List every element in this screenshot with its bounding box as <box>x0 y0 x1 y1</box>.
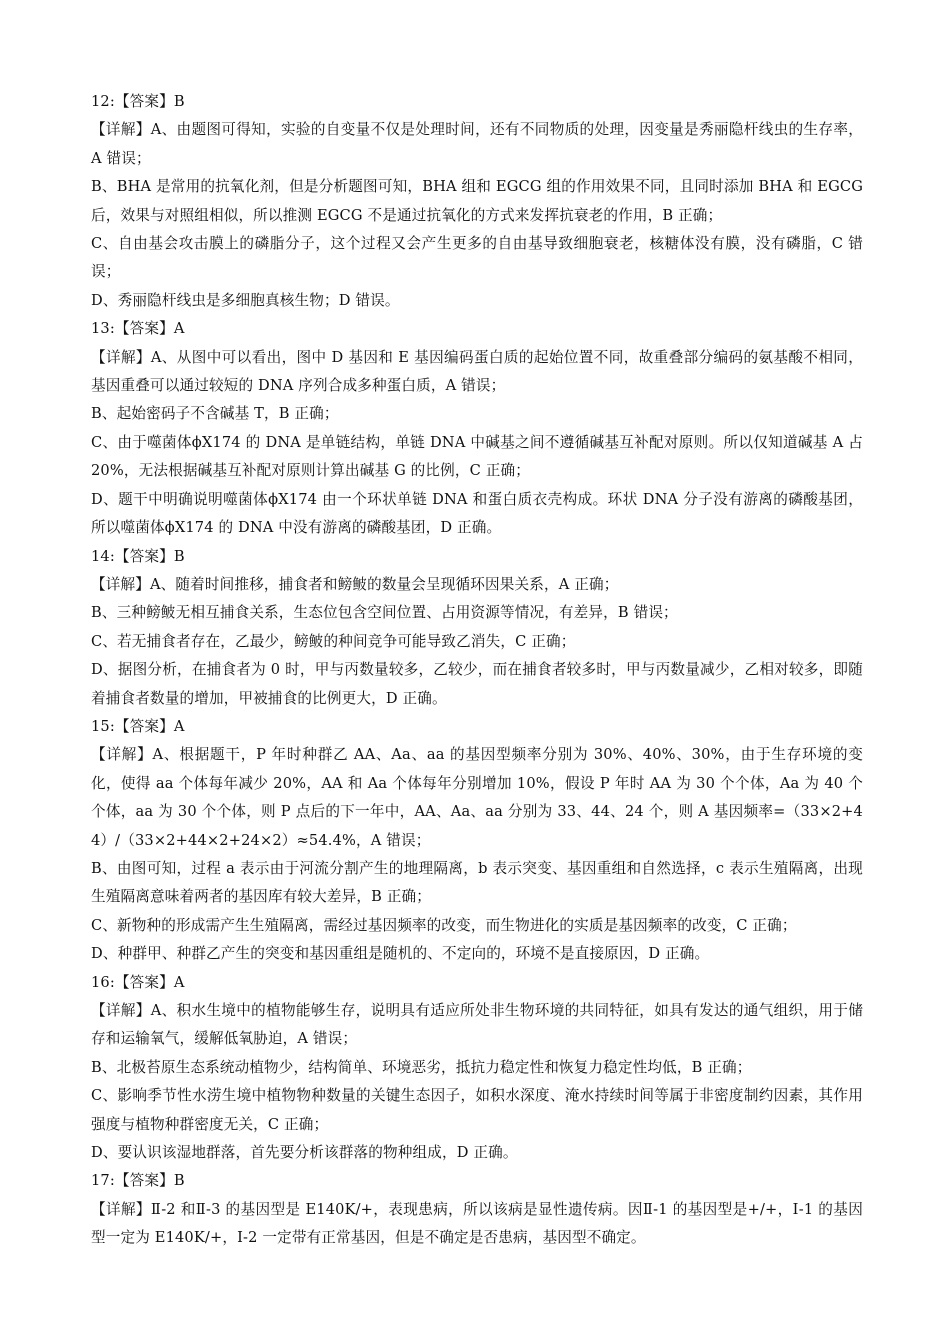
answer-document <box>91 88 868 1253</box>
q15-explanation-c: C、新物种的形成需产生生殖隔离，需经过基因频率的改变，而生物进化的实质是基因频率的改变，C 正确； <box>91 916 797 934</box>
q12-explanation-c: C、自由基会攻击膜上的磷脂分子，这个过程又会产生更多的自由基导致细胞衰老，核糖体没有膜，没有磷脂，C 错误； <box>91 235 863 281</box>
q14-explanation-b: B、三种鳑鲏无相互捕食关系，生态位包含空间位置、占用资源等情况，有差异，B 错误； <box>91 604 678 622</box>
q12-explanation-a: 【详解】A、由题图可得知，实验的自变量不仅是处理时间，还有不同物质的处理，因变量是秀丽隐杆线虫的生存率，A 错误； <box>91 121 863 167</box>
q13-explanation-a: 【详解】A、从图中可以看出，图中 D 基因和 E 基因编码蛋白质的起始位置不同，故重叠部分编码的氨基酸不相同，基因重叠可以通过较短的 DNA 序列合成多种蛋白质，A 错误； <box>91 348 863 395</box>
q14-answer-heading: 14:【答案】B <box>91 547 185 565</box>
q12-answer-heading: 12:【答案】B <box>91 93 185 110</box>
q12-explanation-d: D、秀丽隐杆线虫是多细胞真核生物；D 错误。 <box>91 291 400 309</box>
q14-explanation-a: 【详解】A、随着时间推移，捕食者和鳑鲏的数量会呈现循环因果关系，A 正确； <box>91 575 619 593</box>
q15-answer-heading: 15:【答案】A <box>91 717 185 735</box>
q12-explanation-b: B、BHA 是常用的抗氧化剂，但是分析题图可知，BHA 组和 EGCG 组的作用效果不同，且同时添加 BHA 和 EGCG 后，效果与对照组相似，所以推测 EGCG 不是通过抗氧化的方式来发挥抗衰老的作用，B 正确； <box>91 178 868 224</box>
q16-explanation-a: 【详解】A、积水生境中的植物能够生存，说明具有适应所处非生物环境的共同特征，如具有发达的通气组织，用于储存和运输氧气，缓解低氧胁迫，A 错误； <box>91 1002 863 1048</box>
q15-explanation-b: B、由图可知，过程 a 表示由于河流分割产生的地理隔离，b 表示突变、基因重组和自然选择，c 表示生殖隔离，出现生殖隔离意味着两者的基因库有较大差异，B 正确； <box>91 859 863 906</box>
q16-explanation-d: D、要认识该湿地群落，首先要分析该群落的物种组成，D 正确。 <box>91 1144 518 1162</box>
q16-explanation-c: C、影响季节性水涝生境中植物物种数量的关键生态因子，如积水深度、淹水持续时间等属于非密度制约因素，其作用强度与植物种群密度无关，C 正确； <box>91 1087 863 1133</box>
q15-explanation-a: 【详解】A、根据题干，P 年时种群乙 AA、Aa、aa 的基因型频率分别为 30%、40%、30%，由于生存环境的变化，使得 aa 个体每年减少 20%，AA 和 Aa 个体每年分别增加 10%，假设 P 年时 AA 为 30 个个体，Aa 为 40 个个体，aa 为 30 个个体，则 P 点后的下一年中，AA、Aa、aa 分别为 33、44、24 个，则 A 基因频率=（33×2+44）/（33×2+44×2+24×2）≈54.4%，A 错误； <box>91 746 863 849</box>
q16-answer-heading: 16:【答案】A <box>91 973 185 991</box>
q16-explanation-b: B、北极苔原生态系统动植物少，结构简单、环境恶劣，抵抗力稳定性和恢复力稳定性均低，B 正确； <box>91 1058 752 1076</box>
q17-answer-heading: 17:【答案】B <box>91 1172 185 1190</box>
q15-explanation-d: D、种群甲、种群乙产生的突变和基因重组是随机的、不定向的，环境不是直接原因，D 正确。 <box>91 945 710 963</box>
q13-explanation-d: D、题干中明确说明噬菌体ϕX174 由一个环状单链 DNA 和蛋白质衣壳构成。环状 DNA 分子没有游离的磷酸基团，所以噬菌体ϕX174 的 DNA 中没有游离的磷酸基团，D 正确。 <box>91 490 863 537</box>
q14-explanation-d: D、据图分析，在捕食者为 0 时，甲与丙数量较多，乙较少，而在捕食者较多时，甲与丙数量减少，乙相对较多，即随着捕食者数量的增加，甲被捕食的比例更大，D 正确。 <box>91 661 863 707</box>
q17-explanation: 【详解】Ⅱ-2 和Ⅱ-3 的基因型是 E140K/+，表现患病，所以该病是显性遗传病。因Ⅱ-1 的基因型是+/+，Ⅰ-1 的基因型一定为 E140K/+，Ⅰ-2 一定带有正常基因，但是不确定是否患病，基因型不确定。 <box>91 1200 863 1247</box>
q13-answer-heading: 13:【答案】A <box>91 320 185 338</box>
q13-explanation-b: B、起始密码子不含碱基 T，B 正确； <box>91 405 339 423</box>
q14-explanation-c: C、若无捕食者存在，乙最少，鳑鲏的种间竞争可能导致乙消失，C 正确； <box>91 632 576 650</box>
q13-explanation-c: C、由于噬菌体ϕX174 的 DNA 是单链结构，单链 DNA 中碱基之间不遵循碱基互补配对原则。所以仅知道碱基 A 占 20%，无法根据碱基互补配对原则计算出碱基 G 的比例，C 正确； <box>91 433 868 480</box>
